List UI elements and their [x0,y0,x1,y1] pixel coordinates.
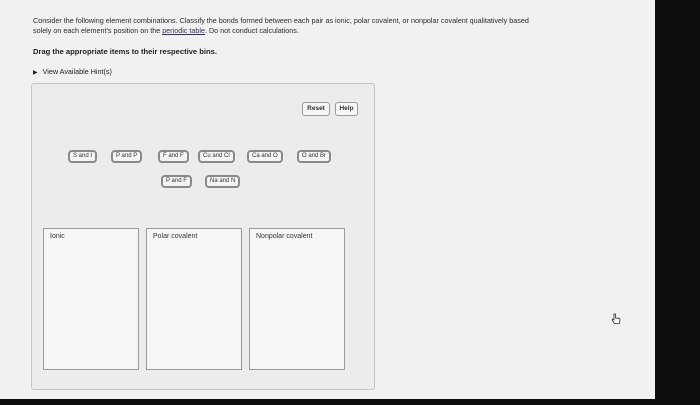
draggable-item[interactable]: Cu and Cl [198,150,235,163]
draggable-item[interactable]: P and P [111,150,142,163]
bin-nonpolar-covalent[interactable] [249,228,345,370]
question-text-part: . Do not conduct calculations. [205,26,299,35]
bin-label: Ionic [50,233,65,240]
periodic-table-link[interactable]: periodic table [162,26,205,35]
bin-polar-covalent[interactable] [146,228,242,370]
dark-border-bottom [0,399,700,405]
draggable-item[interactable]: O and Br [297,150,331,163]
question-line-2 [33,26,633,36]
draggable-item[interactable]: S and I [68,150,97,163]
bin-label: Polar covalent [153,233,198,240]
draggable-item[interactable]: Na and N [205,175,240,188]
instruction: Drag the appropriate items to their respective bins. [33,47,217,56]
draggable-item[interactable]: F and F [158,150,189,163]
help-button[interactable]: Help [335,102,358,116]
dark-border-right [655,0,700,405]
hint-label: View Available Hint(s) [42,67,112,76]
caret-right-icon: ▶ [33,70,38,76]
bin-ionic[interactable] [43,228,139,370]
bin-label: Nonpolar covalent [256,233,313,240]
draggable-item[interactable]: Ca and O [247,150,283,163]
question-line-1: Consider the following element combinations. Classify the bonds formed between each pair as ionic, polar covalent, or nonpolar covalent qualitatively based [33,16,529,25]
question-text [33,16,633,36]
hand-cursor-icon [610,313,622,325]
reset-button[interactable]: Reset [302,102,330,116]
drag-drop-panel [31,83,375,390]
question-text-part: solely on each element's position on the [33,26,163,35]
view-hints-toggle[interactable] [33,67,112,76]
draggable-item[interactable]: P and F [161,175,192,188]
